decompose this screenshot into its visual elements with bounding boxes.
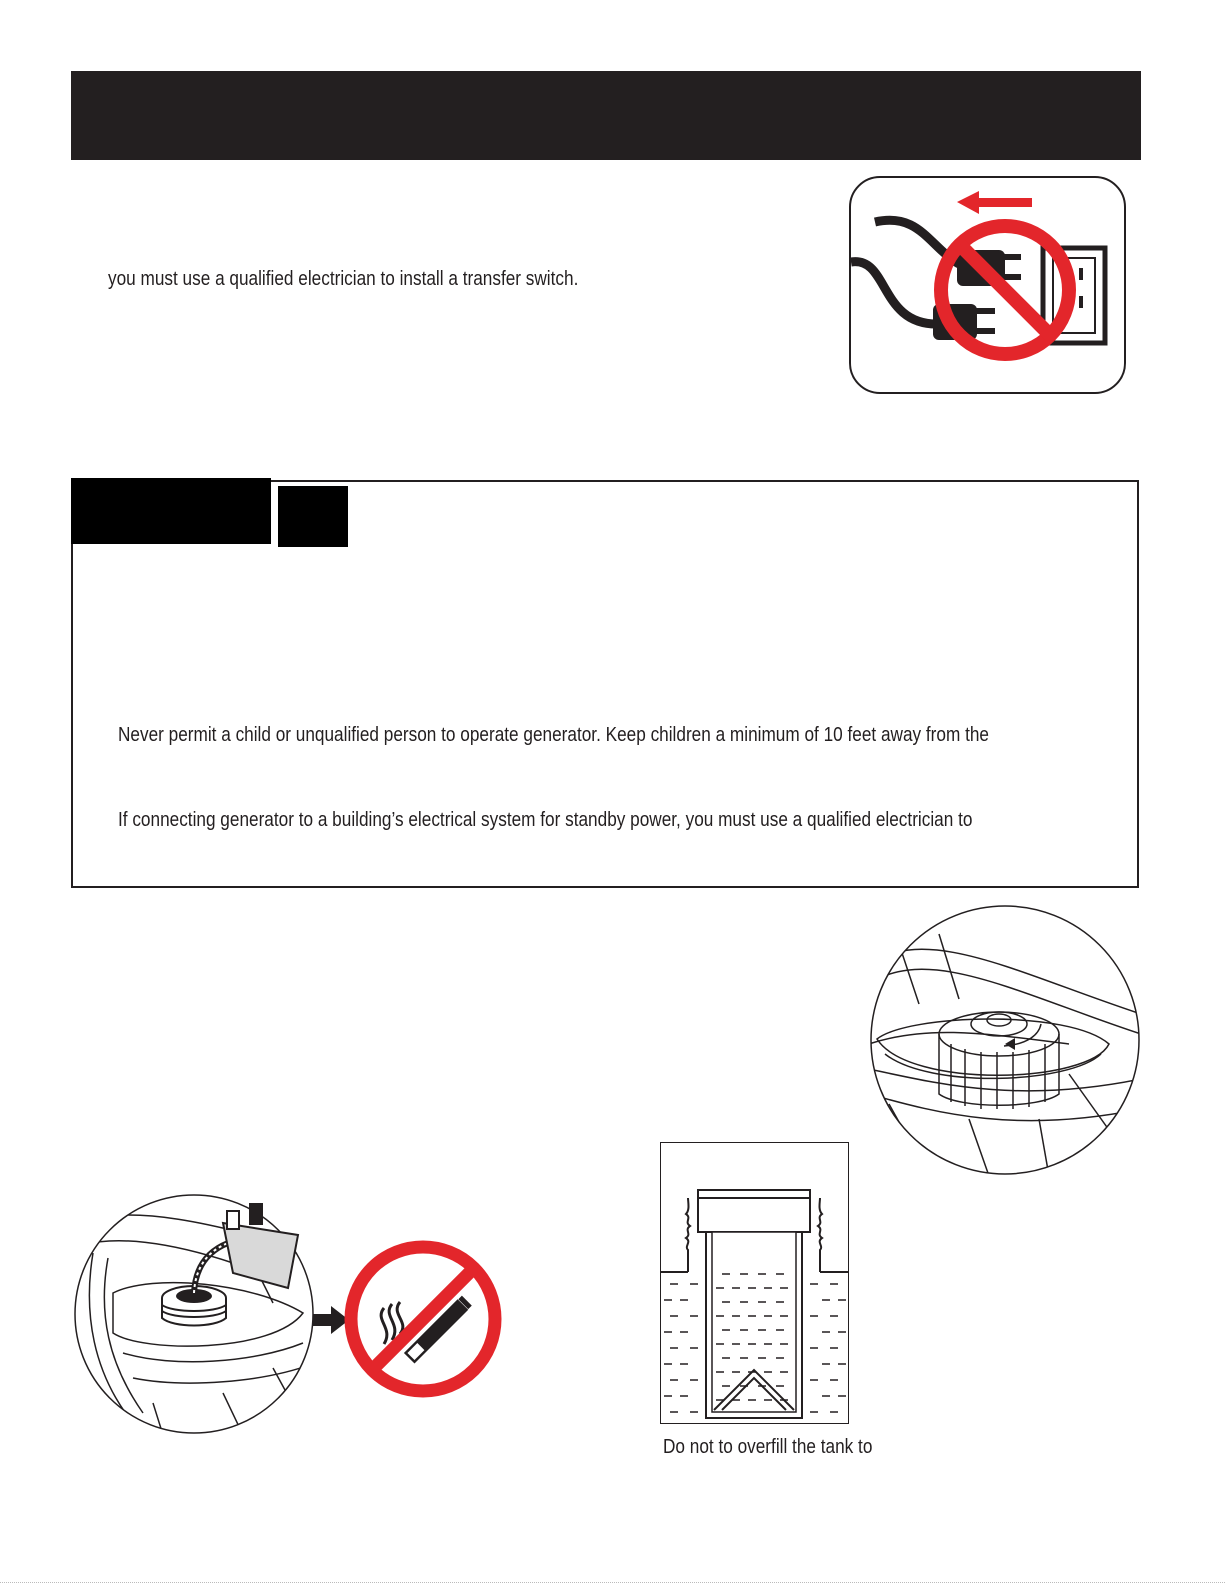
- page-bottom-rule: [0, 1582, 1225, 1583]
- fuel-cap-icon: [869, 904, 1141, 1181]
- tank-fill-level-icon: [660, 1142, 850, 1430]
- intro-text: you must use a qualified electrician to install a transfer switch.: [108, 268, 579, 290]
- refuel-icon: [73, 1193, 315, 1440]
- no-plug-backfeed-icon: [849, 176, 1127, 401]
- warning-line-children: Never permit a child or unqualified person to operate generator. Keep children a minimum of 10 feet away from the: [118, 724, 989, 746]
- overfill-caption: Do not to overfill the tank to: [663, 1436, 873, 1458]
- warning-badge: [71, 478, 271, 544]
- warning-symbol-badge: [278, 486, 348, 547]
- warning-line-electrician: If connecting generator to a building’s electrical system for standby power, you must use a qualified electrician to: [118, 809, 973, 831]
- no-smoking-icon: [344, 1240, 502, 1403]
- section-header-bar: [71, 71, 1141, 160]
